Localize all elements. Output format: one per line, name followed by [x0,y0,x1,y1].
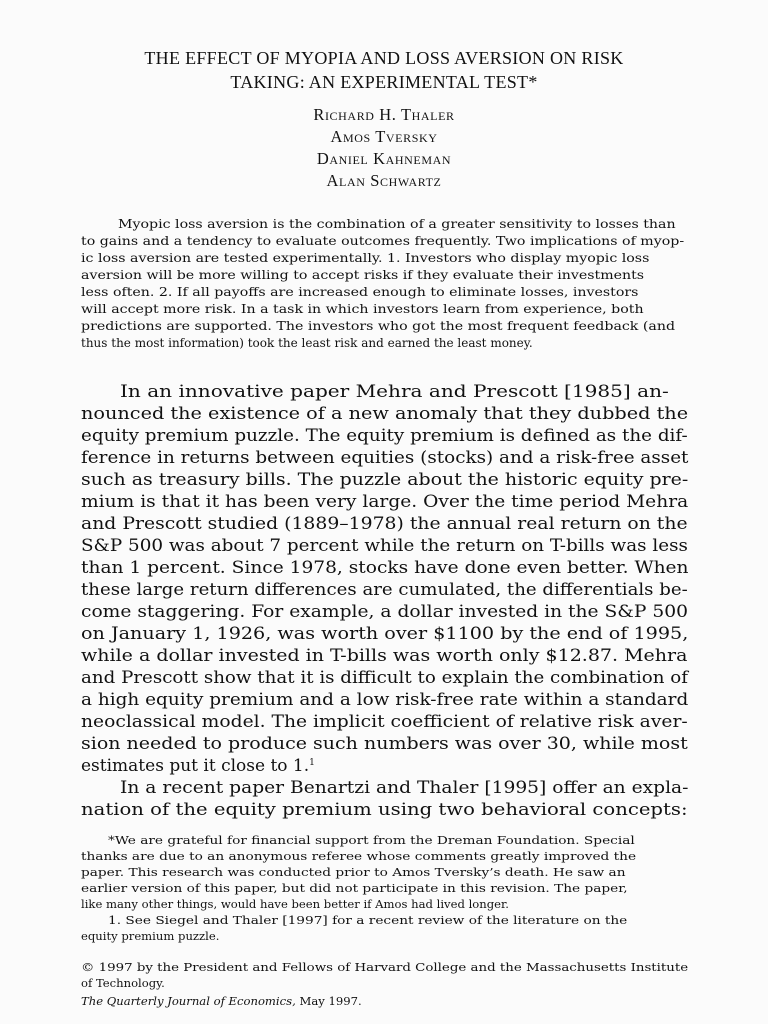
body-line: ference in returns between equities (stocks) and a risk-free asset [81,448,689,468]
body-line: nation of the equity premium using two behavioral concepts: [81,800,688,820]
journal-citation [81,994,362,1008]
abstract-line: predictions are supported. The investors who got the most frequent feedback (and [81,319,676,333]
author-name: Richard H. Thaler [313,105,455,124]
body-line: mium is that it has been very large. Over the time period Mehra [81,492,689,512]
journal-date: May 1997. [295,994,362,1008]
footnote-line: 1. See Siegel and Thaler [1997] for a recent review of the literature on the [108,913,628,927]
body-line: on January 1, 1926, was worth over $1100 by the end of 1995, [81,624,689,644]
body-line: these large return differences are cumulated, the differentials be- [81,580,688,600]
author-name: Amos Tversky [330,127,438,146]
body-line: neoclassical model. The implicit coefficient of relative risk aver- [81,712,688,732]
body-line: equity premium puzzle. The equity premium is defined as the dif- [81,426,688,446]
title-line: TAKING: AN EXPERIMENTAL TEST* [230,72,538,92]
body-line: nounced the existence of a new anomaly that they dubbed the [81,404,689,424]
abstract-line: aversion will be more willing to accept risks if they evaluate their investments [81,268,645,282]
body-line-with-footnote-ref [81,756,315,776]
footnote-line: like many other things, would have been better if Amos had lived longer. [81,897,509,911]
body-line: In an innovative paper Mehra and Prescott [1985] an- [120,382,669,402]
footnote-line: *We are grateful for financial support from the Dreman Foundation. Special [108,833,635,847]
abstract-line: Myopic loss aversion is the combination of a greater sensitivity to losses than [118,217,676,231]
abstract-line: to gains and a tendency to evaluate outcomes frequently. Two implications of myop- [81,234,685,248]
copyright-line: © 1997 by the President and Fellows of Harvard College and the Massachusetts Institute [81,960,689,974]
abstract-line: ic loss aversion are tested experimentally. 1. Investors who display myopic loss [81,251,650,265]
footnote-line: thanks are due to an anonymous referee whose comments greatly improved the [81,849,637,863]
footnote-line: equity premium puzzle. [81,929,220,943]
footnote-line: earlier version of this paper, but did not participate in this revision. The paper, [81,881,628,895]
journal-name: The Quarterly Journal of Economics, [81,994,296,1008]
body-line: while a dollar invested in T-bills was worth only $12.87. Mehra [81,646,688,666]
title-line: THE EFFECT OF MYOPIA AND LOSS AVERSION ON RISK [144,48,624,68]
body-line: and Prescott studied (1889–1978) the annual real return on the [81,514,688,534]
body-line: than 1 percent. Since 1978, stocks have done even better. When [81,558,689,578]
body-line: such as treasury bills. The puzzle about the historic equity pre- [81,470,689,490]
body-line: a high equity premium and a low risk-free rate within a standard [81,690,689,710]
abstract-line: thus the most information) took the least risk and earned the least money. [81,336,533,350]
body-line-text: estimates put it close to 1. [81,756,310,776]
author-name: Daniel Kahneman [316,149,452,168]
body-line: sion needed to produce such numbers was over 30, while most [81,734,688,754]
abstract-line: less often. 2. If all payoffs are increased enough to eliminate losses, investors [81,285,639,299]
copyright-line: of Technology. [81,976,165,990]
body-line: and Prescott show that it is difficult to explain the combination of [81,668,689,688]
body-line: S&P 500 was about 7 percent while the return on T-bills was less [81,536,688,556]
author-name: Alan Schwartz [326,171,442,190]
abstract-line: will accept more risk. In a task in which investors learn from experience, both [81,302,644,316]
body-line: come staggering. For example, a dollar invested in the S&P 500 [81,602,689,622]
body-line: In a recent paper Benartzi and Thaler [1995] offer an expla- [120,778,689,798]
footnote-line: paper. This research was conducted prior to Amos Tversky’s death. He saw an [81,865,626,879]
footnote-marker: 1 [309,758,315,768]
